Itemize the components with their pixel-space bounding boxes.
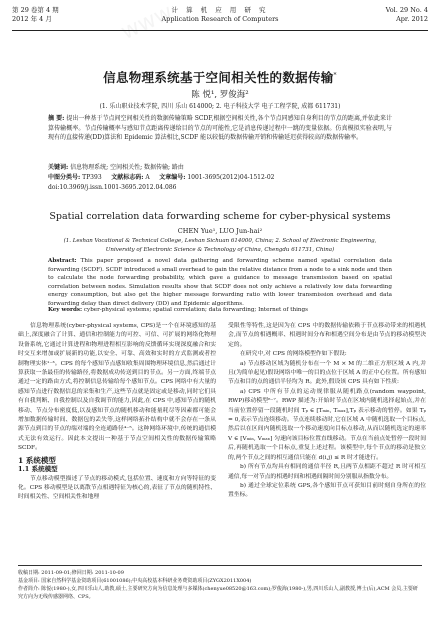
keywords-cn-text: 信息物理系统; 空间相关性; 数据传输; 路由 [70, 164, 184, 171]
date-en: Apr. 2012 [396, 15, 428, 23]
right-paragraph-1: 受限性等特性,这是因为在 CPS 中的数据传输依赖于节点移动带来的相遇机会,而节点的相遇概率、相遇时间分布和相遇空间分布是由节点的移动模型决定的。 [228, 323, 426, 348]
doc-code-label: 文献标志码: [111, 174, 144, 181]
right-paragraph-5: b) 所有节点均具有相同的通信半径 R,且两节点相距不超过 R 时可相互通信,每一对节点的相遇时间和相遇间隔时间分别服从指数分布。 [228, 464, 426, 480]
volume-issue-cn: 第 29 卷第 4 期 [12, 6, 59, 14]
volume-issue-en: Vol. 29 No. 4 [385, 6, 428, 14]
title-footnote-mark: * [333, 71, 337, 79]
abstract-cn-label: 摘 要: [48, 115, 65, 122]
abstract-cn-text: 提出一种基于节点间空间相关性的数据传输策略 SCDF,根据空间相关性,各个节点同感知自身利目的节点的距离,并依此来计算传输概率。节点传输概率与感知节点距离传递给目的节点的可能性,它是消息传递过程中一跳的变量依据。仿真模拟实验表明,与现有的直接传递(DD)算法和 Epidemic 算法相比,SCDF 能以较低的数据传输开销和传输延迟获得较高的数据传输率。 [48, 115, 392, 142]
class-no-label: 中图分类号: [48, 174, 81, 181]
title-cn-text: 信息物理系统基于空间相关性的数据传输 [103, 70, 334, 85]
intro-paragraph: 信息物理系统(cyber-physical systems, CPS)是一个在环境感知的基础上,深度融合了计算、通信和控制能力的可控、可信、可扩展的网络化物理设备系统,它通过计算进程和物理进程相互影响的反馈循环实现深度融合和实时交互来增加或扩展新的功能,以安全、可靠、高效和实时的方式监测或者控制物理实体¹⁻³。CPS 的每个感知节点感知收集周围物理环境信息,然后通过计算获取一条最佳的传输路径,将数据成功传送到目的节点。另一方面,终端节点通过一定的路由方式,将控制信息传输给每个感知节点。CPS 网络中有大量的感知节点进行数据信息的采集和生产,这些节点就是固定或是移动,同时它们具有自我判断、自我控制以及自我调节的能力,因此,在 CPS 中,感知节点的随机移动、节点分布密度低,以及感知节点的随机移动和能量耗尽等因素都可能会增加数据传输时间、数据包的丢失等,这样网络拓扑结构中就不会存在一条从源节点到目的节点的端对端的全连通路径⁴⁻⁵。这种网络环境中,传统的通信模式无法有效运行。因此本文提出一种基于节点空间相关性的数据传输策略 SCDF。 [18, 323, 216, 452]
classification-line [48, 173, 392, 183]
abstract-en-text: This paper proposed a novel data gathering and forwarding scheme named spatial correlation data forwarding (SCDF). SCDF introduced a small overhead to gain the relative distance from a node to a sink node and then to calculate the node forwarding probability, which gave a guidance to message transmission based on spatial correlation between nodes. Simulation results show that SCDF does not only achieve a relatively low data forwarding energy consumption, but also get the higher message forwarding ratio with lower transmission overhead and data forwarding delay than direct delivery (DD) and Epidemic algorithms. [48, 258, 392, 307]
doi: doi:10.3969/j.issn.1001-3695.2012.04.086 [48, 184, 177, 191]
section-1-heading: 1 系统模型 [18, 455, 56, 465]
right-paragraph-3: a) 节点移动区域为随机分布在一个 M × M 的二维正方形区域 A 内,并且(为简单起见)假设网络中唯一的目的点位于区域 A 的正中心位置。所有感知节点和目的点的通信半径均为 R。此外,假设该 CPS 具有如下性质: [228, 360, 426, 386]
footnote-bio: 作者简介: 陈悦(1980-),女,四川乐山人,助教,硕士,主要研究方向为信息处理与多媒体(chenyue08520@163.com);罗俊海(1980-),男,四川乐山人,副教授,博士(后),ACM 会员,主要研究方向为无线传感器网络、CPS。 [18, 586, 418, 600]
right-paragraph-6: b) 通过全球定位系统 GPS,各个感知节点可获知目前时刻自身所在的位置坐标。 [228, 482, 426, 499]
body-left-column [18, 322, 216, 503]
body-right-column [228, 322, 426, 501]
date-cn: 2012 年 4 月 [12, 15, 52, 23]
doc-code: A [145, 174, 150, 181]
paper-title-en: Spatial correlation data forwarding scheme for cyber-physical systems [49, 211, 391, 222]
journal-name-en: Application Research of Computers [161, 15, 279, 23]
authors-cn: 陈 悦¹, 罗俊海² [191, 90, 249, 100]
keywords-cn-label: 关键词: [48, 164, 69, 171]
section-1-1-paragraph: 节点移动模型描述了节点的移动模式,包括位置、速度和方向等特征的变化。CPS 移动模型是以离散节点相遇特征为核心的,表征了节点的随机特性、时间相关性、空间相关性和地理 [18, 475, 216, 501]
affiliation-cn: (1. 乐山职业技术学院, 四川 乐山 614000; 2. 电子科技大学 电子工程学院, 成都 611731) [99, 103, 341, 110]
header-right [386, 6, 428, 24]
keywords-en-label: Key words: [48, 307, 83, 313]
authors-en: CHEN Yue¹, LUO Jun-hai² [177, 227, 263, 235]
keywords-en-text: cyber-physical systems; spatial correlation; data forwarding; Internet of things [83, 307, 308, 313]
footnote [18, 565, 422, 601]
footnote-received: 收稿日期: 2011-09-01;修回日期: 2011-10-09 [18, 570, 124, 576]
affiliation-en: (1. Leshan Vocational & Technical College, Leshan Sichuan 614000, China; 2. School of Electronic Engineering, University of Electronic Science & Technology of China, Chengdu 611731, China) [63, 238, 377, 253]
article-no-label: 文章编号: [159, 174, 186, 181]
abstract-en [48, 257, 392, 309]
keywords-cn [48, 163, 392, 173]
abstract-en-label: Abstract: [48, 258, 77, 264]
page-header [12, 6, 428, 31]
class-no: TP393 [82, 174, 102, 181]
right-paragraph-4: a) CPS 中所有节点的运动规律服从随机路点(random waypoint, RWP)移动模型⁶⁻⁷。RWP 描述为:开始时节点在区域内随机选择起始点,并在当前位置停留一段随机时间 Tₚ ∈ [Tₘᵢₙ, Tₘₐₓ],Tₚ 表示移动的暂停。如果 Tₚ = 0,表示节点连续移动。节点连续移动时,它在区域 A 中随机选取一个目标点,然后以在区间内随机选取一个移动速度向目标点移动,从而以随机选定的速率 V ∈ [Vₘᵢₙ, Vₘₐₓ] 匀速向该目标位置直线移动。节点在当前点处暂停一段时间后,再随机选取一个目标点,重复上述过程。该模型中,每个节点的移动是独立的,两个节点之间的相互通信只能在 d(i,j) ≤ R 时才能进行。 [228, 388, 426, 461]
paper-title-cn [0, 68, 440, 86]
article-no: 1001-3695(2012)04-1512-02 [187, 174, 275, 181]
journal-name-cn: 计 算 机 应 用 研 究 [171, 6, 269, 14]
keywords-en [48, 306, 392, 316]
section-1-1-heading: 1.1 系统模型 [18, 465, 58, 474]
header-center [12, 6, 428, 24]
abstract-cn [48, 114, 392, 143]
footnote-fund: 基金项目: 国家自然科学基金资助项目(61001086);中央高校基本科研业务费资助项目(ZYGX2011X004) [18, 578, 252, 584]
right-paragraph-2: 在研究中,对 CPS 的网络模型作如下假设: [240, 351, 347, 358]
